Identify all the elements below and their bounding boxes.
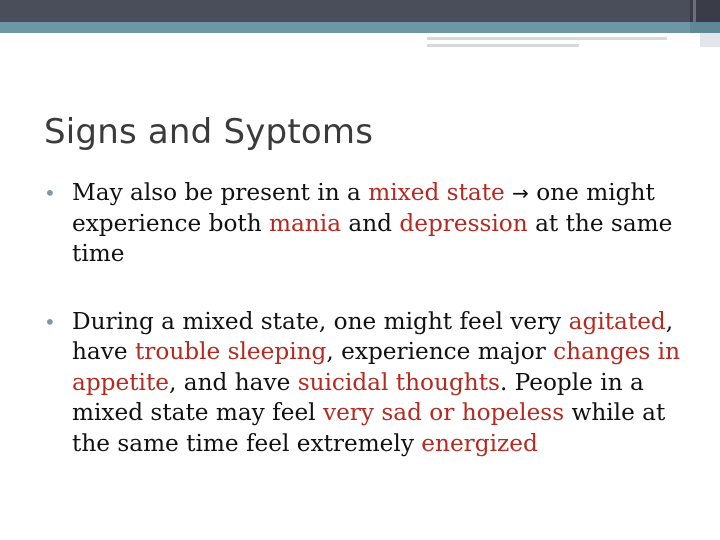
highlight-trouble-sleeping: trouble sleeping [134,338,327,365]
header-band-corner [690,0,720,22]
bullet-segment: , have [72,307,674,365]
bullet-segment: at the same time [72,209,673,267]
highlight-changes-in-appetite: changes in appetite [72,338,681,396]
bullet-text [72,179,672,267]
decorative-rule-short [427,44,579,47]
bullet-marker-icon: • [44,181,56,205]
arrow-right-icon: → [512,181,529,205]
slide-title: Signs and Syptoms [44,112,374,152]
highlight-energized: energized [421,429,538,457]
highlight-depression: depression [399,209,528,237]
bullet-segment: one might experience both [72,179,655,237]
bullet-segment: , and have [169,368,298,396]
header-band-teal [0,22,720,33]
highlight-mania: mania [269,209,342,237]
bullet-marker-icon: • [44,309,56,334]
highlight-suicidal-thoughts: suicidal thoughts [297,368,500,396]
highlight-agitated: agitated [568,307,666,335]
header-band-teal-corner [690,22,720,33]
bullet-segment: May also be present in a [72,179,369,206]
decorative-rule-corner [700,33,720,47]
decorative-rule-long [427,37,667,40]
bullet-text [72,308,680,457]
highlight-very-sad-or-hopeless: very sad or hopeless [322,399,565,426]
bullet-segment: , experience major [326,338,554,365]
header-band-dark [0,0,720,22]
bullet-item-mixed-state-symptoms [44,307,694,460]
bullet-item-mixed-state [44,178,694,270]
bullet-list [44,178,694,459]
bullet-segment: . People in a mixed state may feel [72,368,644,426]
bullet-segment: while at the same time feel extremely [72,399,666,457]
bullet-segment: and [341,209,400,237]
highlight-mixed-state: mixed state [368,179,505,206]
bullet-segment: During a mixed state, one might feel very [72,307,569,335]
